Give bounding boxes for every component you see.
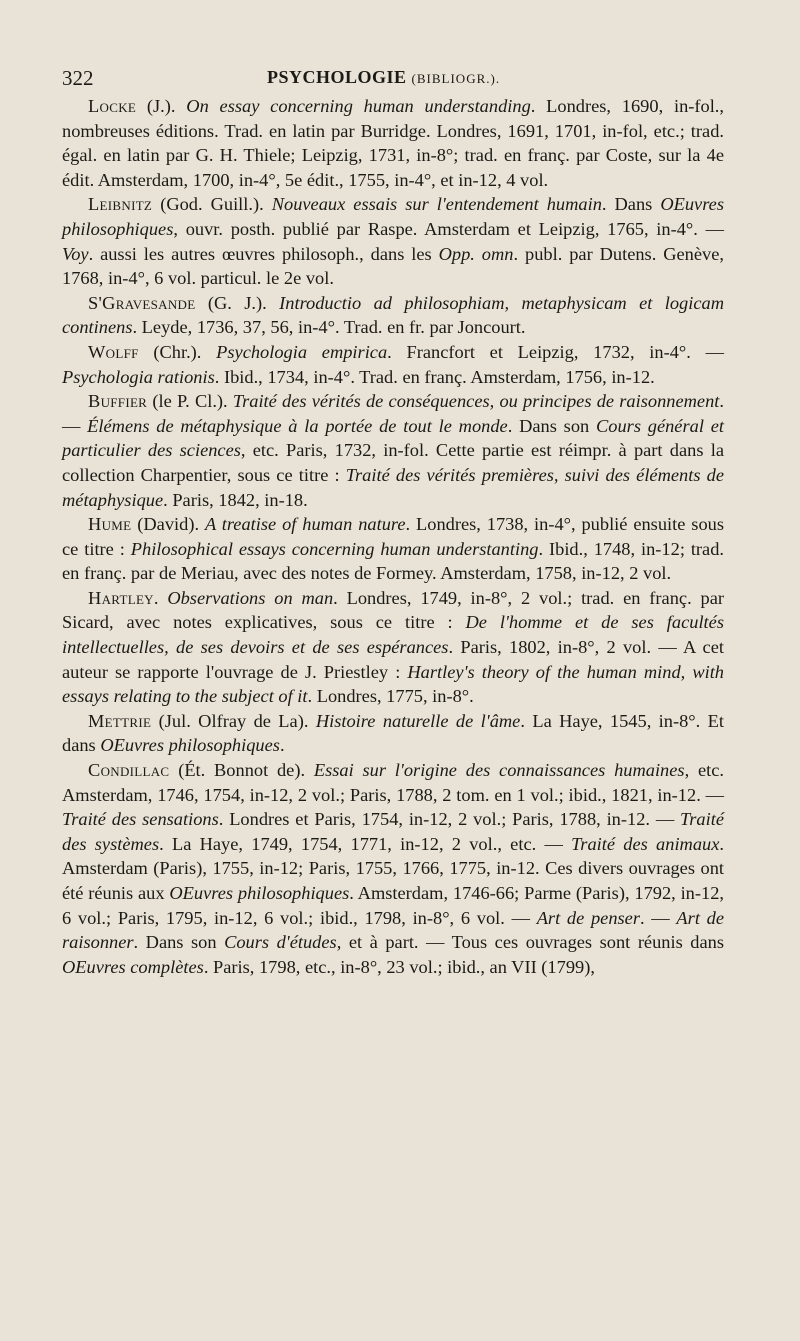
entry-condillac [62, 758, 724, 979]
author-name: S'Gravesande [88, 292, 196, 313]
work-title: OEuvres philosophiques [62, 194, 724, 239]
entry-text: . Dans [601, 194, 661, 215]
author-details: (le P. Cl.). [147, 391, 233, 412]
work-title: Élémens de métaphysique à la portée de tout le monde [87, 415, 508, 436]
entry-text: . Dans son [133, 932, 225, 953]
entry-wolff [62, 340, 724, 389]
work-title: Essai sur l'origine des connaissances humaines [313, 760, 685, 781]
running-title [267, 67, 500, 88]
entry-text: . Londres, 1738, in-4°, publié ensuite sous ce titre : [62, 514, 724, 559]
work-title: Art de raisonner [62, 907, 724, 953]
entry-text: . La Haye, 1749, 1754, 1771, in-12, 2 vol., etc. — [159, 833, 572, 854]
author-details: (Chr.). [138, 341, 217, 362]
entry-text: . [279, 735, 285, 756]
author-details: . [153, 587, 168, 608]
entry-text: . Dans son [507, 415, 596, 436]
entry-text: . Francfort et Leipzig, 1732, in-4°. — [387, 341, 724, 362]
work-title: Philosophical essays concerning human understanting [130, 538, 539, 559]
author-name: Leibnitz [88, 194, 153, 215]
author-name: Locke [88, 96, 137, 116]
entry-text: . Paris, 1842, in-18. [163, 489, 308, 510]
entry-text: . Ibid., 1748, in-12; trad. en franç. par de Meriau, avec des notes de Formey. Amsterdam, 1758, in-12, 2 vol. [62, 538, 725, 584]
author-name: Condillac [88, 760, 170, 781]
bibliography-text [62, 94, 724, 979]
entry-sgravesande [62, 291, 724, 340]
page-number: 322 [62, 66, 94, 90]
entry-text: . Londres, 1749, in-8°, 2 vol.; trad. en franç. par Sicard, avec notes explicatives, sous ce titre : [62, 587, 725, 633]
author-name: Hume [88, 514, 132, 535]
entry-locke [62, 94, 724, 192]
entry-text: . Leyde, 1736, 37, 56, in-4°. Trad. en fr. par Joncourt. [132, 317, 526, 338]
author-name: Buffier [88, 391, 148, 412]
entry-text: , et à part. — Tous ces ouvrages sont réunis dans [336, 932, 725, 953]
entry-text: . Londres, 1775, in-8°. [307, 686, 474, 707]
entry-text: . Amsterdam (Paris), 1755, in-12; Paris, 1755, 1766, 1775, in-12. Ces divers ouvrages ont été réunis aux [62, 833, 724, 903]
work-title: Traité des systèmes [62, 809, 724, 854]
entry-text: . aussi les autres œuvres philosoph., dans les [88, 243, 439, 264]
entry-text: , ouvr. posth. publié par Raspe. Amsterdam et Leipzig, 1765, in-4°. — [173, 218, 724, 239]
work-title: Introductio ad philosophiam, metaphysicam et logicam continens [62, 292, 725, 338]
work-title: Traité des sensations [62, 809, 219, 830]
entry-text: . Amsterdam, 1746-66; Parme (Paris), 1792, in-12, 6 vol.; Paris, 1795, in-12, 6 vol.; ibid., 1798, in-8°, 6 vol. — [62, 883, 724, 928]
author-details: (G. J.). [195, 292, 280, 313]
entry-text: . — [640, 907, 677, 928]
entry-text: . — [62, 391, 724, 436]
work-title: Cours général et particulier des sciences [62, 415, 724, 461]
author-details: (David). [131, 514, 205, 535]
running-header [62, 66, 732, 96]
work-title: Voy [62, 243, 89, 264]
work-title: Observations on man [167, 587, 334, 608]
work-title: A treatise of human nature [204, 514, 406, 535]
entry-text: , etc. Paris, 1732, in-fol. Cette partie est réimpr. à part dans la collection Charpentier, sous ce titre : [62, 440, 724, 485]
entry-text: . publ. par Dutens. Genève, 1768, in-4°, 6 vol. particul. le 2e vol. [62, 243, 724, 289]
entry-buffier [62, 389, 724, 512]
author-details: (J.). [136, 96, 187, 116]
author-name: Wolff [88, 341, 139, 362]
entry-text: . Paris, 1802, in-8°, 2 vol. — A cet auteur se rapporte l'ouvrage de J. Priestley : [62, 637, 724, 682]
author-details: (Jul. Olfray de La). [151, 710, 316, 731]
author-details: (God. Guill.). [152, 194, 272, 215]
running-title-main: PSYCHOLOGIE [267, 67, 407, 87]
work-title: Traité des vérités de conséquences, ou principes de raisonnement [232, 391, 720, 412]
work-title: OEuvres philosophiques [100, 735, 280, 756]
entry-leibnitz [62, 192, 724, 290]
work-title: Traité des animaux [571, 833, 720, 854]
entry-mettrie [62, 709, 724, 758]
entry-text: . Ibid., 1734, in-4°. Trad. en franç. Amsterdam, 1756, in-12. [214, 366, 655, 387]
running-title-sub: (BIBLIOGR.). [411, 71, 501, 86]
entry-text: . La Haye, 1545, in-8°. Et dans [62, 710, 724, 756]
author-name: Mettrie [88, 710, 152, 731]
work-title: Nouveaux essais sur l'entendement humain [271, 194, 602, 215]
entry-text: . Paris, 1798, etc., in-8°, 23 vol.; ibid., an VII (1799), [203, 956, 595, 977]
work-title: Opp. omn [438, 243, 514, 264]
work-title: Art de penser [536, 907, 640, 928]
entry-text: . Londres et Paris, 1754, in-12, 2 vol.; Paris, 1788, in-12. — [218, 809, 681, 830]
work-title: Psychologia empirica [216, 341, 388, 362]
work-title: OEuvres philosophiques [169, 883, 350, 903]
work-title: On essay concerning human understanding [186, 96, 531, 116]
work-title: Hartley's theory of the human mind, with essays relating to the subject of it [62, 661, 724, 707]
work-title: OEuvres complètes [62, 956, 204, 977]
entry-text: . Londres, 1690, in-fol., nombreuses éditions. Trad. en latin par Burridge. Londres, 1691, 1701, in-fol, etc.; trad. égal. en latin par G. H. Thiele; Leipzig, 1731, in-8°; trad. en franç. par Coste, sur la 4e édit. Amsterdam, 1700, in-4°, 5e édit., 1755, in-4°, et in-12, 4 vol. [62, 96, 725, 190]
entry-hume [62, 512, 724, 586]
work-title: Cours d'études [224, 932, 337, 953]
work-title: Traité des vérités premières, suivi des éléments de métaphysique [62, 464, 724, 510]
entry-hartley [62, 586, 724, 709]
work-title: De l'homme et de ses facultés intellectuelles, de ses devoirs et de ses espérances [62, 612, 724, 658]
work-title: Histoire naturelle de l'âme [315, 710, 521, 731]
entry-text: , etc. Amsterdam, 1746, 1754, in-12, 2 vol.; Paris, 1788, 2 tom. en 1 vol.; ibid., 1821, in-12. — [62, 760, 724, 805]
author-details: (Ét. Bonnot de). [169, 760, 314, 781]
work-title: Psychologia rationis [62, 366, 215, 387]
author-name: Hartley [88, 587, 154, 608]
